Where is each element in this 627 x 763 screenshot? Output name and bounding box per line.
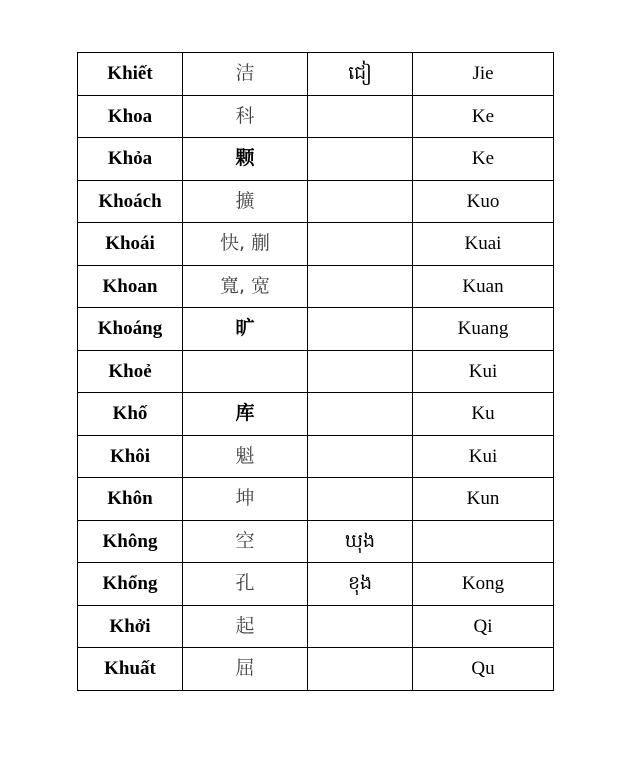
hanzi-cell: 快, 蒯 <box>183 223 308 266</box>
table-row <box>78 138 554 181</box>
pinyin-cell: Kuo <box>413 180 554 223</box>
vietnamese-cell: Khoáng <box>78 308 183 351</box>
table-row <box>78 308 554 351</box>
surname-table <box>77 52 554 691</box>
table-body <box>78 53 554 691</box>
vietnamese-cell: Khoa <box>78 95 183 138</box>
hanzi-cell: 空 <box>183 520 308 563</box>
vietnamese-cell: Khôn <box>78 478 183 521</box>
vietnamese-cell: Khỏa <box>78 138 183 181</box>
khmer-cell <box>308 350 413 393</box>
khmer-cell <box>308 95 413 138</box>
khmer-cell <box>308 308 413 351</box>
hanzi-cell: 魁 <box>183 435 308 478</box>
pinyin-cell: Qi <box>413 605 554 648</box>
pinyin-cell: Kui <box>413 435 554 478</box>
pinyin-cell: Kui <box>413 350 554 393</box>
hanzi-cell: 颗 <box>183 138 308 181</box>
pinyin-cell: Ke <box>413 95 554 138</box>
pinyin-cell: Kun <box>413 478 554 521</box>
pinyin-cell: Kuan <box>413 265 554 308</box>
table-row <box>78 223 554 266</box>
vietnamese-cell: Khởi <box>78 605 183 648</box>
khmer-cell <box>308 478 413 521</box>
table-row <box>78 393 554 436</box>
hanzi-cell: 洁 <box>183 53 308 96</box>
hanzi-cell: 坤 <box>183 478 308 521</box>
vietnamese-cell: Khổng <box>78 563 183 606</box>
pinyin-cell: Qu <box>413 648 554 691</box>
table-row <box>78 95 554 138</box>
table-row <box>78 435 554 478</box>
vietnamese-cell: Khuất <box>78 648 183 691</box>
table-row <box>78 520 554 563</box>
khmer-cell <box>308 265 413 308</box>
table-row <box>78 180 554 223</box>
table-row <box>78 265 554 308</box>
khmer-cell <box>308 605 413 648</box>
pinyin-cell: Kong <box>413 563 554 606</box>
khmer-cell <box>308 393 413 436</box>
khmer-cell: ឃុង <box>308 520 413 563</box>
table-row <box>78 648 554 691</box>
khmer-cell <box>308 180 413 223</box>
pinyin-cell: Jie <box>413 53 554 96</box>
vietnamese-cell: Khoẻ <box>78 350 183 393</box>
pinyin-cell: Kuang <box>413 308 554 351</box>
pinyin-cell: Ke <box>413 138 554 181</box>
hanzi-cell: 擴 <box>183 180 308 223</box>
table-row <box>78 563 554 606</box>
vietnamese-cell: Khố <box>78 393 183 436</box>
hanzi-cell <box>183 350 308 393</box>
hanzi-cell: 孔 <box>183 563 308 606</box>
vietnamese-cell: Khoái <box>78 223 183 266</box>
table-row <box>78 53 554 96</box>
vietnamese-cell: Không <box>78 520 183 563</box>
vietnamese-cell: Khoan <box>78 265 183 308</box>
khmer-cell <box>308 138 413 181</box>
hanzi-cell: 旷 <box>183 308 308 351</box>
hanzi-cell: 寬, 宽 <box>183 265 308 308</box>
hanzi-cell: 科 <box>183 95 308 138</box>
pinyin-cell <box>413 520 554 563</box>
hanzi-cell: 库 <box>183 393 308 436</box>
khmer-cell <box>308 648 413 691</box>
vietnamese-cell: Khoách <box>78 180 183 223</box>
khmer-cell: ជៀ <box>308 53 413 96</box>
pinyin-cell: Ku <box>413 393 554 436</box>
table-row <box>78 478 554 521</box>
vietnamese-cell: Khiết <box>78 53 183 96</box>
khmer-cell: ខុង <box>308 563 413 606</box>
table-row <box>78 605 554 648</box>
vietnamese-cell: Khôi <box>78 435 183 478</box>
table-row <box>78 350 554 393</box>
pinyin-cell: Kuai <box>413 223 554 266</box>
hanzi-cell: 起 <box>183 605 308 648</box>
khmer-cell <box>308 435 413 478</box>
khmer-cell <box>308 223 413 266</box>
hanzi-cell: 屈 <box>183 648 308 691</box>
